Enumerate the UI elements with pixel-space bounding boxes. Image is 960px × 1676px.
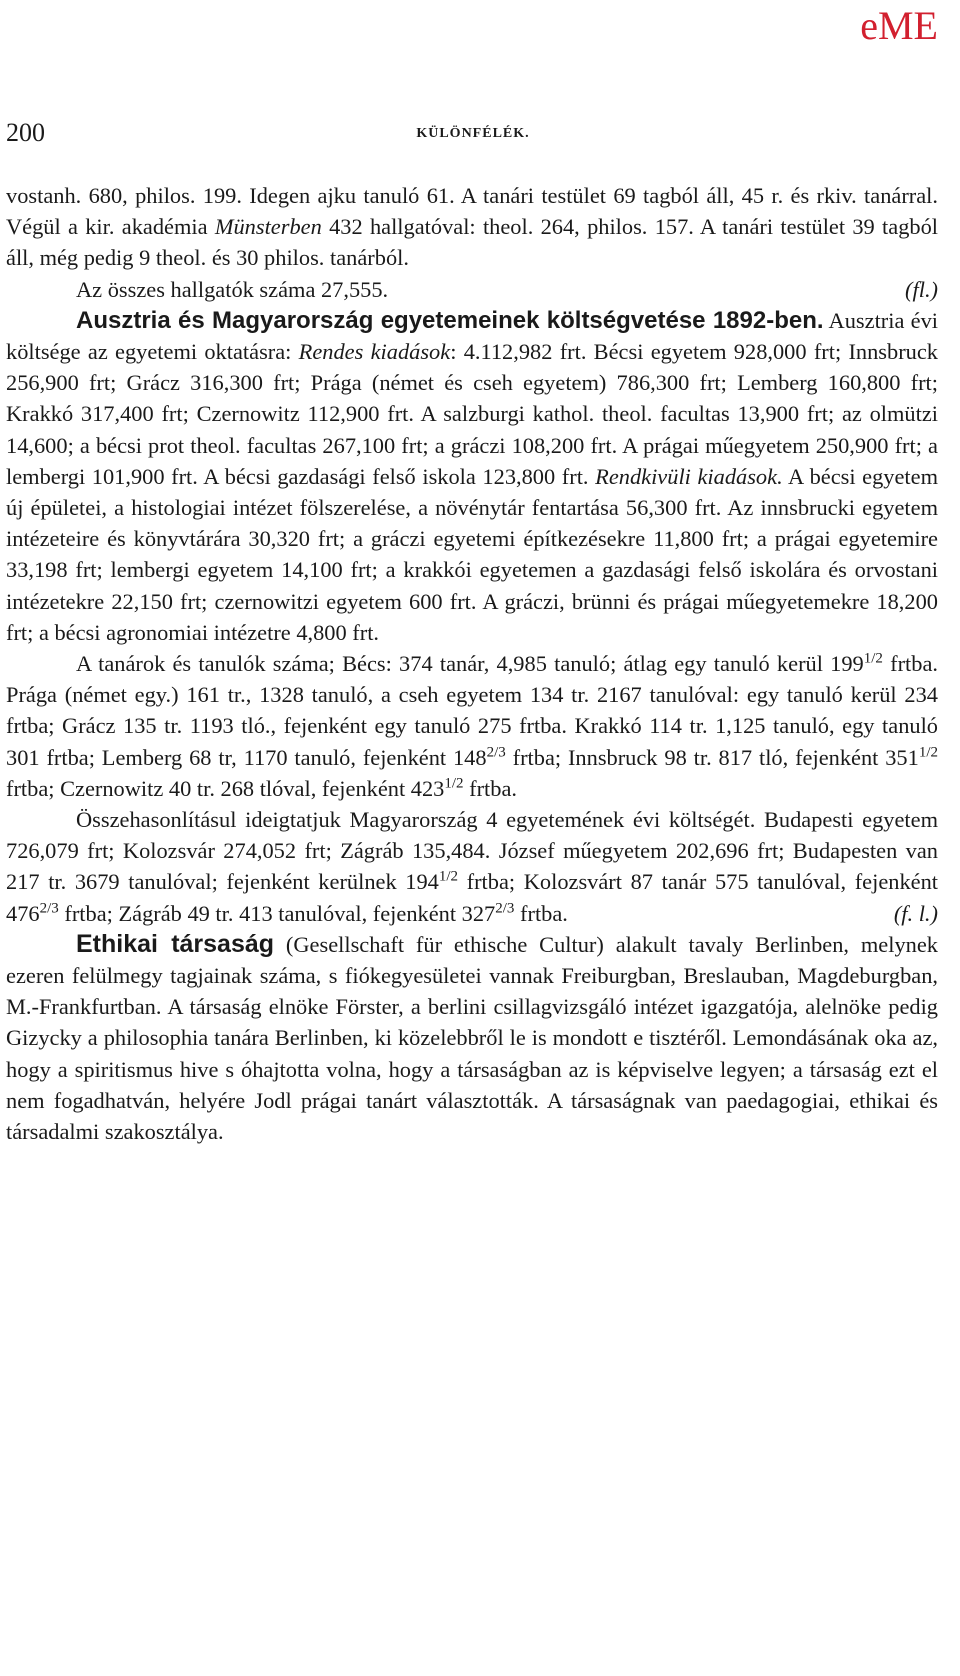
section-heading-ethics: Ethikai társaság [76,929,275,958]
paragraph-ethical-society: Ethikai társaság (Gesellschaft für ethische Cultur) alakult tavaly Berlinben, melynek ezeren felülmegy tagjainak száma, s fiókegyesületei vannak Freiburgban, Breslauban, Magdeburgban, M.-Frankfurtban. A társaság elnöke Förster, a berlini csillagvizsgáló intézet igazgatója, alelnöke pedig Gizycky a philosophia tanára Berlinben, ki közelebbről le is mondott e tisztéről. Lemondásának oka az, hogy a spiritismus hive s óhajtotta volna, hogy a társaságban az is képviselve legyen; a társaság ezt el nem fogadhatván, helyére Jodl prágai tanárt választották. A társaságnak van paedagogiai, ethikai és társadalmi szakosztálya. [6,929,938,1145]
signature: (f. l.) [893,900,938,926]
section-heading-budget: Ausztria és Magyarország egyetemeinek költségvetése 1892-ben. [76,306,824,334]
paragraph-budget: Ausztria és Magyarország egyetemeinek költségvetése 1892-ben. Ausztria évi költsége az egyetemi oktatásra: Rendes kiadások: 4.112,982 frt. Bécsi egyetem 928,000 frt; Innsbruck 256,900 frt; Grácz 316,300 frt; Prága (német és cseh egyetem) 786,300 frt; Lemberg 160,800 frt; Krakkó 317,400 frt; Czernowitz 112,900 frt. A salzburgi kathol. theol. facultas 13,900 frt; az olmützi 14,600; a bécsi prot theol. facultas 267,100 frt; a gráczi 108,200 frt. A prágai műegyetem 250,900 frt; a lembergi 101,900 frt. A bécsi gazdasági felső iskola 123,800 frt. Rendkivüli kiadások. A bécsi egyetem új épületei, a histologiai intézet fölszerelése, a növénytár fentartása 56,300 frt. Az innsbrucki egyetem intézeteire és könyvtárára 30,320 frt; a gráczi egyetemi építkezésekre 11,800 frt; a prágai egyetemire 33,198 frt; lembergi egyetem 14,100 frt; a krakkói egyetemen a gazdasági felső iskolára és orvostani intézetekre 22,150 frt; czernowitzi egyetem 600 frt. A gráczi, brünni és prágai műegyetemekre 18,200 frt; a bécsi agronomiai intézetre 4,800 frt. [6,306,939,645]
article-body [6,180,938,1147]
paragraph-universities-intro: vostanh. 680, philos. 199. Idegen ajku tanuló 61. A tanári testület 69 tagból áll, 45 r. és rkiv. tanárral. Végül a kir. akadémia Münsterben 432 hallgatóval: theol. 264, philos. 157. A tanári testület 39 tagból áll, még pedig 9 theol. és 30 philos. tanárból. [6,183,938,271]
paragraph-hungary-comparison: Összehasonlításul ideigtatjuk Magyarország 4 egyetemének évi költségét. Budapesti egyetem 726,079 frt; Kolozsvár 274,052 frt; Zágráb 135,484. József műegyetem 202,696 frt; Budapesten van 217 tr. 3679 tanulóval; fejenként kerülnek $194^{1/2}$ frtba; Kolozsvárt 87 tanár 575 tanulóval, fejenként $476^{2/3}$ frtba; Zágráb 49 tr. 413 tanulóval, fejenként $327^{2/3}$ frtba. (f. l.) [6,804,938,929]
paragraph-teachers-students: A tanárok és tanulók száma; Bécs: 374 tanár, 4,985 tanuló; átlag egy tanuló kerül $199^{1/2}$ frtba. Prága (német egy.) 161 tr., 1328 tanuló, a cseh egyetem 134 tr. 2167 tanulóval: egy tanuló kerül 234 frtba; Grácz 135 tr. 1193 tló., fejenként egy tanuló 275 frtba. Krakkó 114 tr. 1,125 tanuló, egy tanuló 301 frtba; Lemberg 68 tr, 1170 tanuló, fejenként $148^{2/3}$ frtba; Innsbruck 98 tr. 817 tló, fejenként $351^{1/2}$ frtba; Czernowitz 40 tr. 268 tlóval, fejenként $423^{1/2}$ frtba. [6,650,938,801]
page-number: 200 [6,118,45,147]
signature: (fl.) [905,276,938,302]
paragraph-total-students: Az összes hallgatók száma 27,555. (fl.) [6,274,938,305]
eme-logo: eME [860,3,938,48]
page-header [6,118,940,158]
running-head: KÜLÖNFÉLÉK. [416,126,530,141]
